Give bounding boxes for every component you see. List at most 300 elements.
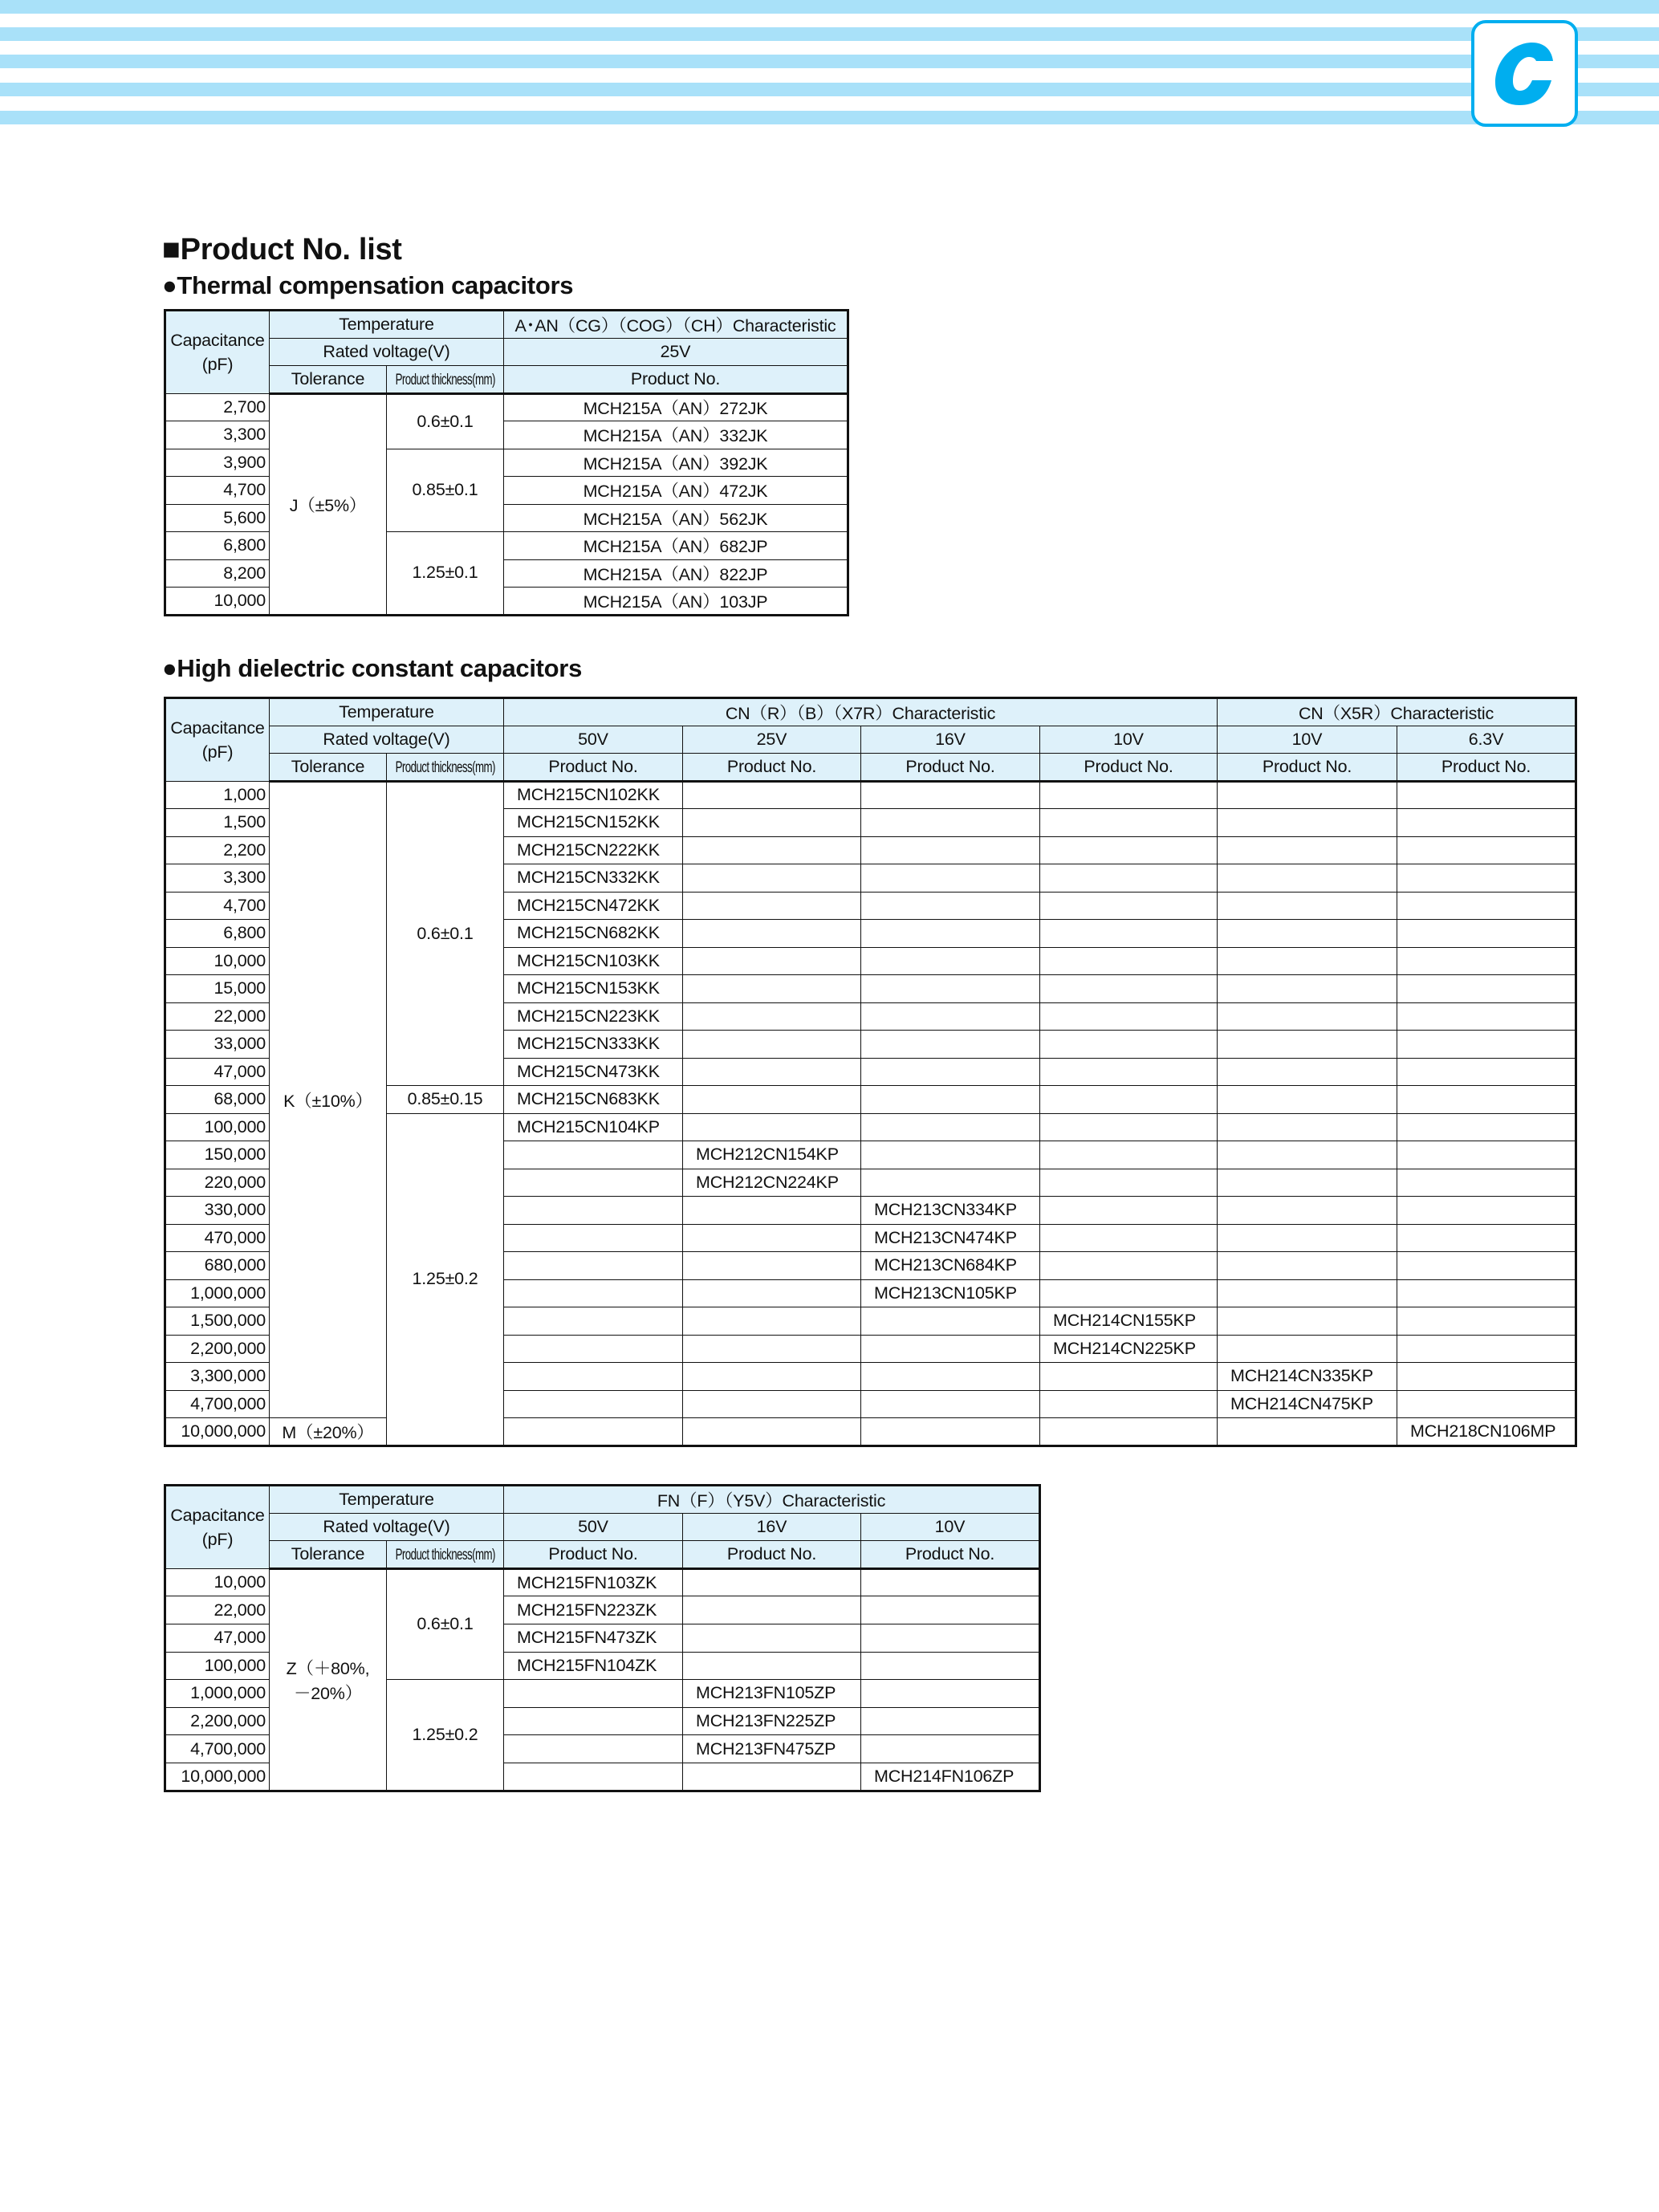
product-number <box>1040 1252 1218 1280</box>
characteristic-header: A･AN（CG）（COG）（CH）Characteristic <box>504 311 848 339</box>
thickness-value: 0.6±0.1 <box>387 781 504 1086</box>
product-number <box>1397 781 1576 809</box>
tolerance-text: M（±20%） <box>282 1422 374 1442</box>
product-number <box>683 1596 861 1624</box>
product-number <box>683 1335 861 1363</box>
product-number <box>1040 864 1218 893</box>
product-number <box>861 1058 1040 1086</box>
product-number: MCH212CN154KP <box>683 1141 861 1169</box>
product-number <box>504 1363 683 1391</box>
product-number <box>1040 1086 1218 1114</box>
product-number <box>1397 1031 1576 1059</box>
product-number <box>683 975 861 1003</box>
capacitance-value: 1,500,000 <box>165 1307 270 1336</box>
voltage-header: 10V <box>1218 726 1397 754</box>
unit-label: (pF) <box>201 354 234 374</box>
product-number: MCH213FN105ZP <box>683 1680 861 1708</box>
product-number: MCH215FN104ZK <box>504 1652 683 1680</box>
product-number <box>1040 781 1218 809</box>
product-number <box>1218 1252 1397 1280</box>
product-number: MCH213CN684KP <box>861 1252 1040 1280</box>
product-no-label: Product No. <box>861 754 1040 782</box>
product-number <box>861 1141 1040 1169</box>
product-number <box>683 947 861 975</box>
capacitance-value: 4,700,000 <box>165 1735 270 1763</box>
voltage-header: 16V <box>861 726 1040 754</box>
stripe <box>0 83 1659 96</box>
product-number: MCH215A（AN）472JK <box>504 477 848 505</box>
unit-label: (pF) <box>201 742 234 762</box>
product-number <box>1040 947 1218 975</box>
capacitance-value: 1,000,000 <box>165 1279 270 1307</box>
product-number <box>1218 781 1397 809</box>
capacitance-value: 10,000 <box>165 947 270 975</box>
product-number <box>1397 864 1576 893</box>
section-c-logo-icon <box>1471 20 1578 127</box>
product-number: MCH215CN152KK <box>504 809 683 837</box>
header-row-temperature <box>165 698 1576 726</box>
product-number <box>1397 1363 1576 1391</box>
product-number <box>1397 1058 1576 1086</box>
product-number <box>861 1363 1040 1391</box>
product-number <box>861 1707 1040 1735</box>
product-number <box>1218 947 1397 975</box>
product-number <box>1040 1141 1218 1169</box>
capacitance-value: 4,700 <box>165 892 270 920</box>
capacitance-value: 3,300,000 <box>165 1363 270 1391</box>
product-number <box>683 1568 861 1596</box>
product-number: MCH213FN475ZP <box>683 1735 861 1763</box>
thickness-value: 0.6±0.1 <box>387 1568 504 1679</box>
tolerance-value <box>270 393 387 615</box>
product-no-label: Product No. <box>861 1541 1040 1569</box>
table-row <box>165 559 848 588</box>
product-number: MCH215CN472KK <box>504 892 683 920</box>
product-number <box>1040 1279 1218 1307</box>
rated-voltage-label: Rated voltage(V) <box>270 726 504 754</box>
product-number <box>504 1335 683 1363</box>
product-number: MCH215CN333KK <box>504 1031 683 1059</box>
product-no-label: Product No. <box>1218 754 1397 782</box>
temperature-label: Temperature <box>270 311 504 339</box>
thickness-label-text: Product thickness(mm) <box>395 758 495 776</box>
header-row-voltage <box>165 1513 1040 1541</box>
capacitance-value: 470,000 <box>165 1224 270 1252</box>
product-number <box>1397 1141 1576 1169</box>
product-number <box>504 1418 683 1446</box>
capacitance-value: 2,200,000 <box>165 1335 270 1363</box>
capacitance-value: 10,000 <box>165 588 270 616</box>
product-number: MCH215A（AN）392JK <box>504 449 848 477</box>
product-number <box>861 975 1040 1003</box>
section-title-high-dielectric: ●High dielectric constant capacitors <box>162 654 583 682</box>
capacitance-label: Capacitance <box>170 330 265 350</box>
product-number <box>1040 1058 1218 1086</box>
table-row <box>165 588 848 616</box>
product-number <box>861 1390 1040 1418</box>
product-number: MCH215CN104KP <box>504 1113 683 1141</box>
product-number <box>1218 1418 1397 1446</box>
product-number: MCH215A（AN）822JP <box>504 559 848 588</box>
product-number: MCH212CN224KP <box>683 1169 861 1197</box>
product-number <box>861 920 1040 948</box>
voltage-header: 25V <box>504 338 848 366</box>
capacitance-label: Capacitance <box>170 1505 265 1525</box>
capacitance-value: 10,000,000 <box>165 1763 270 1791</box>
capacitance-value: 47,000 <box>165 1058 270 1086</box>
high-dielectric-cn-table <box>164 697 1577 1447</box>
capacitance-value: 10,000 <box>165 1568 270 1596</box>
product-number <box>683 1307 861 1336</box>
product-number <box>683 1363 861 1391</box>
product-number <box>1397 1086 1576 1114</box>
thickness-value: 1.25±0.2 <box>387 1113 504 1446</box>
product-number: MCH215A（AN）332JK <box>504 421 848 449</box>
product-number <box>1218 1197 1397 1225</box>
product-no-label: Product No. <box>1397 754 1576 782</box>
capacitance-value: 4,700 <box>165 477 270 505</box>
product-number <box>1218 864 1397 893</box>
voltage-header: 50V <box>504 726 683 754</box>
product-number <box>504 1680 683 1708</box>
product-number <box>861 1568 1040 1596</box>
product-number <box>1397 920 1576 948</box>
product-number <box>861 1307 1040 1336</box>
product-number <box>1218 1113 1397 1141</box>
product-number: MCH214CN155KP <box>1040 1307 1218 1336</box>
product-number <box>1397 1197 1576 1225</box>
product-number: MCH213FN225ZP <box>683 1707 861 1735</box>
product-number: MCH214FN106ZP <box>861 1763 1040 1791</box>
capacitance-header <box>165 1486 270 1569</box>
product-number <box>683 1197 861 1225</box>
capacitance-value: 3,300 <box>165 421 270 449</box>
capacitance-value: 2,200 <box>165 836 270 864</box>
product-number <box>1397 1224 1576 1252</box>
capacitance-value: 15,000 <box>165 975 270 1003</box>
thermal-compensation-table <box>164 309 849 616</box>
product-number <box>1040 1197 1218 1225</box>
header-row-temperature <box>165 1486 1040 1514</box>
header-row-voltage <box>165 726 1576 754</box>
product-no-label: Product No. <box>504 754 683 782</box>
product-number <box>683 1086 861 1114</box>
product-no-label: Product No. <box>504 1541 683 1569</box>
product-number: MCH215A（AN）103JP <box>504 588 848 616</box>
unit-label: (pF) <box>201 1529 234 1549</box>
product-number <box>1218 1169 1397 1197</box>
product-number <box>1040 809 1218 837</box>
product-number: MCH215FN473ZK <box>504 1624 683 1652</box>
capacitance-value: 10,000,000 <box>165 1418 270 1446</box>
stripe <box>0 55 1659 68</box>
tolerance-label: Tolerance <box>270 1541 387 1569</box>
product-number <box>683 864 861 893</box>
product-number <box>1218 1058 1397 1086</box>
capacitance-value: 1,000,000 <box>165 1680 270 1708</box>
product-number <box>861 1596 1040 1624</box>
product-number <box>1397 1390 1576 1418</box>
thickness-value: 0.6±0.1 <box>387 393 504 449</box>
capacitance-value: 150,000 <box>165 1141 270 1169</box>
product-number <box>504 1307 683 1336</box>
product-number <box>683 809 861 837</box>
product-number <box>683 1390 861 1418</box>
capacitance-value: 68,000 <box>165 1086 270 1114</box>
product-number <box>504 1763 683 1791</box>
product-number <box>1040 1363 1218 1391</box>
product-number <box>1040 975 1218 1003</box>
page-title: ■Product No. list <box>162 233 402 266</box>
product-number <box>1040 1169 1218 1197</box>
product-number: MCH215CN332KK <box>504 864 683 893</box>
product-number <box>1218 920 1397 948</box>
header-row-temperature <box>165 311 848 339</box>
product-number <box>683 1031 861 1059</box>
product-number <box>861 809 1040 837</box>
product-number <box>861 947 1040 975</box>
product-number <box>1040 836 1218 864</box>
product-number <box>504 1141 683 1169</box>
product-number <box>683 1624 861 1652</box>
voltage-header: 50V <box>504 1513 683 1541</box>
thickness-label <box>387 366 504 394</box>
thickness-label <box>387 1541 504 1569</box>
capacitance-header <box>165 311 270 394</box>
product-number <box>1397 1113 1576 1141</box>
product-number <box>504 1224 683 1252</box>
tolerance-text: J（±5%） <box>289 495 367 515</box>
table-row <box>165 1418 1576 1446</box>
characteristic-header: CN（R）（B）（X7R）Characteristic <box>504 698 1218 726</box>
product-number <box>1397 1307 1576 1336</box>
capacitance-value: 330,000 <box>165 1197 270 1225</box>
capacitance-value: 47,000 <box>165 1624 270 1652</box>
rated-voltage-label: Rated voltage(V) <box>270 1513 504 1541</box>
capacitance-header <box>165 698 270 782</box>
product-number <box>683 1763 861 1791</box>
product-number: MCH215CN153KK <box>504 975 683 1003</box>
voltage-header: 10V <box>861 1513 1040 1541</box>
product-number: MCH215A（AN）682JP <box>504 532 848 560</box>
product-number <box>1040 1224 1218 1252</box>
product-number <box>861 836 1040 864</box>
product-number <box>861 1418 1040 1446</box>
voltage-header: 6.3V <box>1397 726 1576 754</box>
product-number: MCH215CN102KK <box>504 781 683 809</box>
product-number <box>861 1335 1040 1363</box>
product-number: MCH214CN475KP <box>1218 1390 1397 1418</box>
product-number <box>1040 1390 1218 1418</box>
product-number <box>683 836 861 864</box>
product-number <box>504 1707 683 1735</box>
capacitance-value: 100,000 <box>165 1652 270 1680</box>
product-number <box>683 1224 861 1252</box>
thickness-value: 0.85±0.15 <box>387 1086 504 1114</box>
product-no-label: Product No. <box>504 366 848 394</box>
capacitance-value: 5,600 <box>165 504 270 532</box>
product-number <box>861 1086 1040 1114</box>
product-number <box>504 1390 683 1418</box>
tolerance-value <box>270 1418 387 1446</box>
product-number <box>861 1735 1040 1763</box>
product-number: MCH213CN105KP <box>861 1279 1040 1307</box>
product-number <box>504 1252 683 1280</box>
tolerance-text-line2: －20%） <box>293 1683 363 1703</box>
product-number <box>1218 1224 1397 1252</box>
product-number <box>861 864 1040 893</box>
capacitance-value: 22,000 <box>165 1596 270 1624</box>
table-row <box>165 781 1576 809</box>
product-number: MCH213CN474KP <box>861 1224 1040 1252</box>
product-number <box>1218 809 1397 837</box>
product-number <box>504 1169 683 1197</box>
product-number <box>1040 1113 1218 1141</box>
capacitance-label: Capacitance <box>170 718 265 738</box>
voltage-header: 25V <box>683 726 861 754</box>
product-number <box>861 1002 1040 1031</box>
product-number <box>683 1652 861 1680</box>
capacitance-value: 6,800 <box>165 920 270 948</box>
thickness-label-text: Product thickness(mm) <box>395 1546 495 1563</box>
product-number <box>1218 1141 1397 1169</box>
product-number: MCH213CN334KP <box>861 1197 1040 1225</box>
tolerance-label: Tolerance <box>270 366 387 394</box>
stripe <box>0 27 1659 41</box>
product-number: MCH215CN223KK <box>504 1002 683 1031</box>
capacitance-value: 2,700 <box>165 393 270 421</box>
product-number <box>1397 1002 1576 1031</box>
product-number <box>504 1197 683 1225</box>
tolerance-value <box>270 1568 387 1791</box>
product-number <box>1218 892 1397 920</box>
product-number <box>683 1252 861 1280</box>
capacitance-value: 1,000 <box>165 781 270 809</box>
product-number <box>683 1113 861 1141</box>
product-number <box>1397 892 1576 920</box>
table-row <box>165 449 848 477</box>
product-number <box>504 1279 683 1307</box>
product-number <box>1040 892 1218 920</box>
product-number <box>861 892 1040 920</box>
product-number: MCH215FN223ZK <box>504 1596 683 1624</box>
product-no-label: Product No. <box>1040 754 1218 782</box>
product-number: MCH215CN473KK <box>504 1058 683 1086</box>
product-number: MCH215CN682KK <box>504 920 683 948</box>
product-number <box>1218 1307 1397 1336</box>
thickness-value: 0.85±0.1 <box>387 449 504 532</box>
product-number <box>1397 975 1576 1003</box>
capacitance-value: 22,000 <box>165 1002 270 1031</box>
product-number <box>1040 1418 1218 1446</box>
product-number <box>683 920 861 948</box>
capacitance-value: 2,200,000 <box>165 1707 270 1735</box>
product-number <box>683 1058 861 1086</box>
table-row <box>165 393 848 421</box>
temperature-label: Temperature <box>270 1486 504 1514</box>
stripe <box>0 0 1659 14</box>
product-number <box>1397 836 1576 864</box>
product-number <box>1218 1335 1397 1363</box>
product-number <box>1397 1169 1576 1197</box>
product-number <box>1218 836 1397 864</box>
product-number <box>861 1169 1040 1197</box>
product-number: MCH215CN683KK <box>504 1086 683 1114</box>
product-number <box>861 1031 1040 1059</box>
product-number <box>1040 1031 1218 1059</box>
section-title-thermal: ●Thermal compensation capacitors <box>162 271 574 299</box>
capacitance-value: 680,000 <box>165 1252 270 1280</box>
rated-voltage-label: Rated voltage(V) <box>270 338 504 366</box>
capacitance-value: 4,700,000 <box>165 1390 270 1418</box>
capacitance-value: 6,800 <box>165 532 270 560</box>
product-number: MCH215CN103KK <box>504 947 683 975</box>
capacitance-value: 3,900 <box>165 449 270 477</box>
product-number <box>861 1624 1040 1652</box>
product-number: MCH215FN103ZK <box>504 1568 683 1596</box>
product-number <box>1040 1002 1218 1031</box>
table-row <box>165 532 848 560</box>
product-number <box>683 892 861 920</box>
temperature-label: Temperature <box>270 698 504 726</box>
product-number: MCH215A（AN）562JK <box>504 504 848 532</box>
product-number <box>1040 920 1218 948</box>
product-number <box>504 1735 683 1763</box>
tolerance-value <box>270 781 387 1418</box>
tolerance-label: Tolerance <box>270 754 387 782</box>
capacitance-value: 220,000 <box>165 1169 270 1197</box>
capacitance-value: 33,000 <box>165 1031 270 1059</box>
capacitance-value: 3,300 <box>165 864 270 893</box>
product-number <box>861 1680 1040 1708</box>
product-no-label: Product No. <box>683 1541 861 1569</box>
product-number <box>1218 1279 1397 1307</box>
characteristic-header: CN（X5R）Characteristic <box>1218 698 1576 726</box>
characteristic-header: FN（F）（Y5V）Characteristic <box>504 1486 1040 1514</box>
thickness-label-text: Product thickness(mm) <box>395 371 495 388</box>
product-number: MCH218CN106MP <box>1397 1418 1576 1446</box>
product-number <box>1397 1335 1576 1363</box>
tolerance-text: Z（＋80%, <box>286 1658 370 1678</box>
product-number <box>861 781 1040 809</box>
header-row-product <box>165 1541 1040 1569</box>
product-number: MCH214CN225KP <box>1040 1335 1218 1363</box>
product-number <box>1218 975 1397 1003</box>
capacitance-value: 8,200 <box>165 559 270 588</box>
thickness-label <box>387 754 504 782</box>
product-number <box>683 1279 861 1307</box>
tolerance-text: K（±10%） <box>283 1091 372 1111</box>
product-number <box>1397 809 1576 837</box>
product-number <box>1397 1279 1576 1307</box>
product-number: MCH214CN335KP <box>1218 1363 1397 1391</box>
high-dielectric-fn-table <box>164 1484 1041 1792</box>
product-number <box>683 1418 861 1446</box>
product-number <box>861 1113 1040 1141</box>
product-number <box>1218 1086 1397 1114</box>
table-row <box>165 477 848 505</box>
product-number <box>1218 1031 1397 1059</box>
product-number <box>1218 1002 1397 1031</box>
thickness-value: 1.25±0.2 <box>387 1680 504 1791</box>
product-number: MCH215A（AN）272JK <box>504 393 848 421</box>
table-row <box>165 421 848 449</box>
header-row-product <box>165 754 1576 782</box>
voltage-header: 10V <box>1040 726 1218 754</box>
product-number <box>1397 1252 1576 1280</box>
voltage-header: 16V <box>683 1513 861 1541</box>
table-row <box>165 1568 1040 1596</box>
